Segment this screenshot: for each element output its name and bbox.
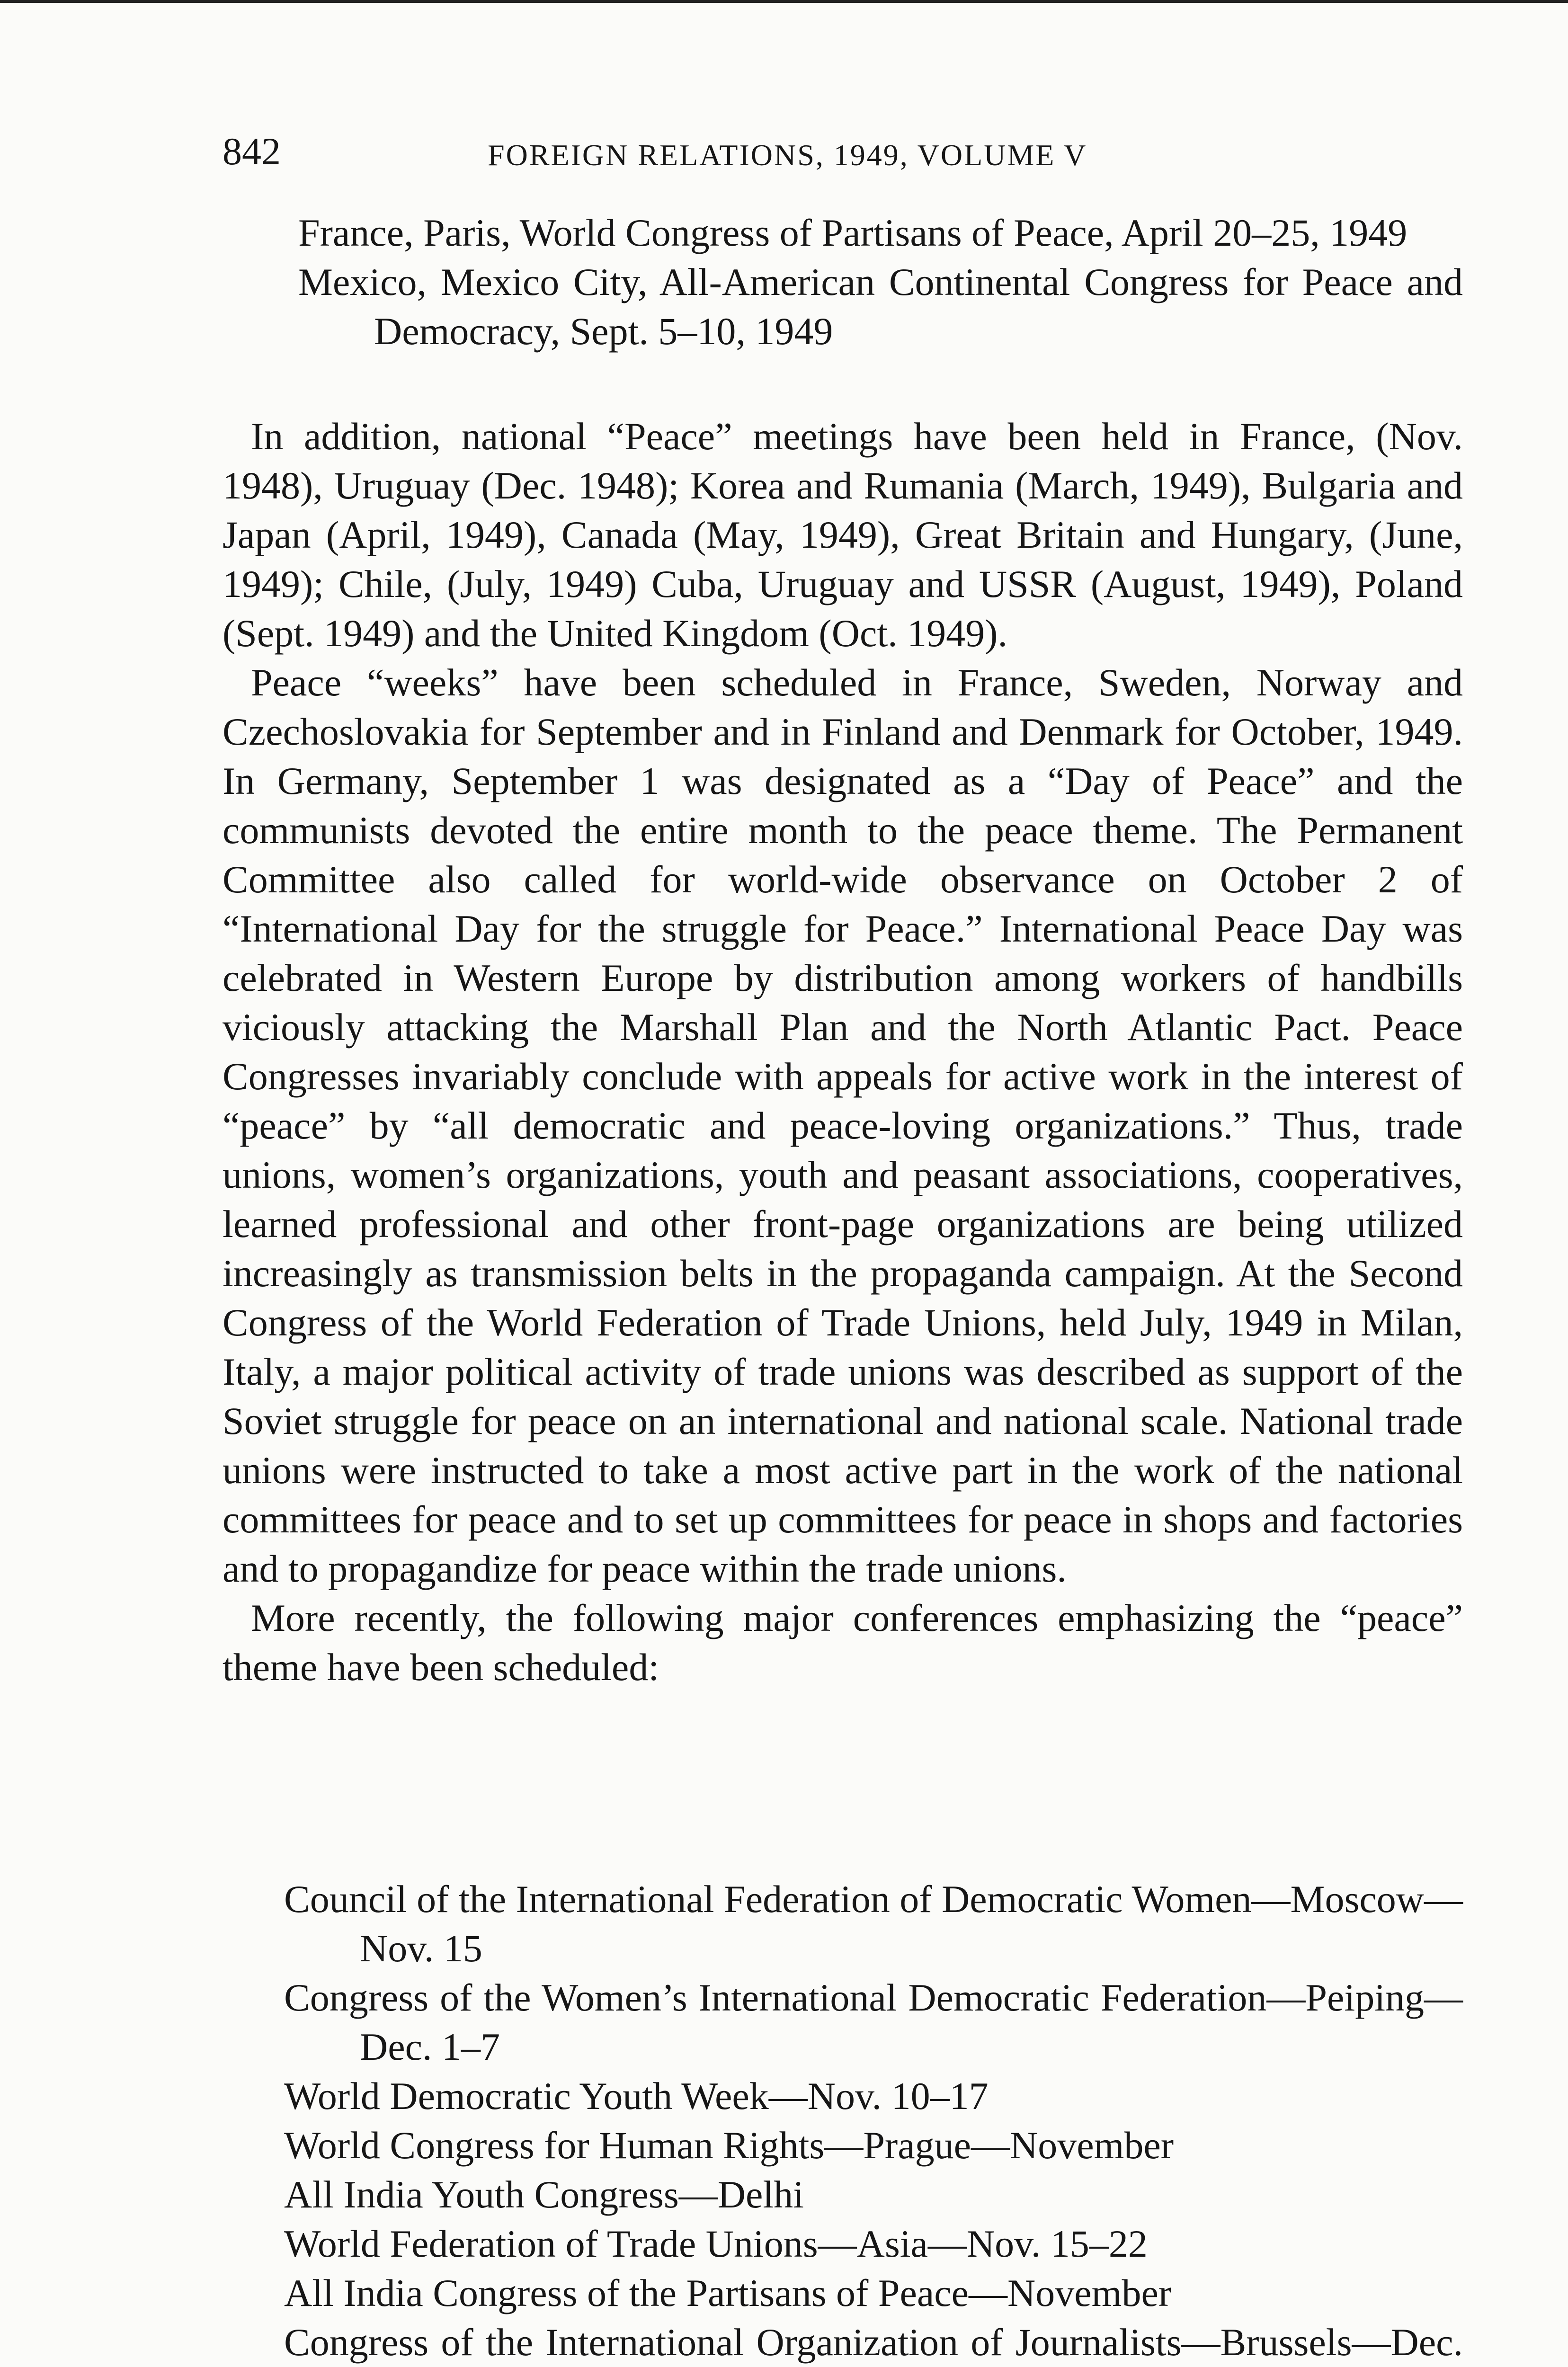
list-item: Congress of the International Organization of Journalists—Brussels—Dec. <box>284 2321 1463 2364</box>
page-header <box>223 128 1468 175</box>
list-item: All India Youth Congress—Delhi <box>284 2173 804 2216</box>
page-top-edge <box>0 0 1568 3</box>
paragraph: Peace “weeks” have been scheduled in France, Sweden, Norway and Czechoslovakia for September and in Finland and Denmark for October, 1949. In Germany, September 1 was designated as a “Day of Peace” and the communists devoted the entire month to the peace theme. The Permanent Committee also called for world-wide observance on October 2 of “International Day for the struggle for Peace.” International Peace Day was celebrated in Western Europe by distribution among workers of handbills viciously attacking the Marshall Plan and the North Atlantic Pact. Peace Congresses invariably conclude with appeals for active work in the interest of “peace” by “all democratic and peace-loving organizations.” Thus, trade unions, women’s organizations, youth and peasant associations, cooperatives, learned professional and other front-page organizations are being utilized increasingly as transmission belts in the propaganda campaign. At the Second Congress of the World Federation of Trade Unions, held July, 1949 in Milan, Italy, a major political activity of trade unions was described as support of the Soviet struggle for peace on an international and national scale. National trade unions were instructed to take a most active part in the work of the national committees for peace and to set up committees for peace in shops and factories and to propagandize for peace within the trade unions. <box>223 661 1463 1590</box>
list-item: All India Congress of the Partisans of Peace—November <box>284 2271 1172 2314</box>
paragraph: In addition, national “Peace” meetings have been held in France, (Nov. 1948), Uruguay (Dec. 1948); Korea and Rumania (March, 1949), Bulgaria and Japan (April, 1949), Canada (May, 1949), Great Britain and Hungary, (June, 1949); Chile, (July, 1949) Cuba, Uruguay and USSR (August, 1949), Poland (Sept. 1949) and the United Kingdom (Oct. 1949). <box>223 415 1463 655</box>
list-item: Council of the International Federation of Democratic Women—Moscow—Nov. 15 <box>284 1878 1463 1970</box>
body-text <box>223 412 1463 1692</box>
list-item: World Congress for Human Rights—Prague—November <box>284 2124 1174 2167</box>
list-item: Mexico, Mexico City, All-American Continental Congress for Peace and Democracy, Sept. 5–10, 1949 <box>298 260 1463 353</box>
list-item: France, Paris, World Congress of Partisans of Peace, April 20–25, 1949 <box>298 211 1408 254</box>
congress-list-top <box>298 208 1463 356</box>
page-number: 842 <box>223 130 281 173</box>
list-item: Congress of the Women’s International Democratic Federation—Peiping—Dec. 1–7 <box>284 1976 1463 2068</box>
list-item: World Democratic Youth Week—Nov. 10–17 <box>284 2074 989 2118</box>
running-head: FOREIGN RELATIONS, 1949, VOLUME V <box>488 138 1087 172</box>
list-item: World Federation of Trade Unions—Asia—Nov. 15–22 <box>284 2222 1148 2265</box>
paragraph: More recently, the following major conferences emphasizing the “peace” theme have been scheduled: <box>223 1596 1463 1689</box>
conference-list <box>284 1875 1463 2367</box>
